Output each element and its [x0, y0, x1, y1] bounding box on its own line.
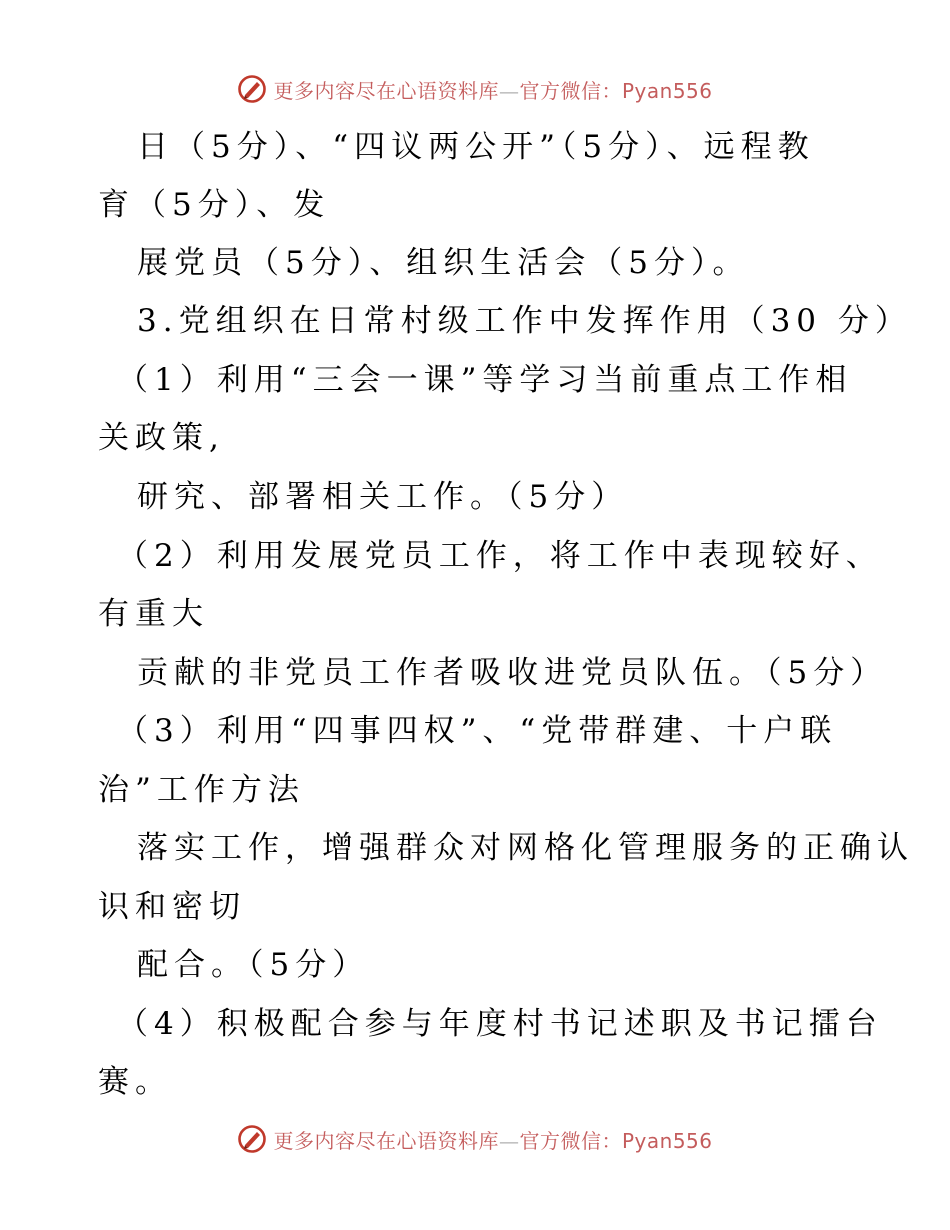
watermark-main: 更多内容尽在心语资料库: [273, 1128, 499, 1153]
text-line: 研究、部署相关工作。（5分）: [137, 479, 629, 515]
text-line: （2）利用发展党员工作，将工作中表现较好、: [117, 538, 883, 574]
watermark-text: [273, 1125, 712, 1154]
text-line: 落实工作，增强群众对网格化管理服务的正确认: [137, 830, 914, 866]
text-line: 治”工作方法: [98, 772, 305, 808]
text-line: 配合。（5分）: [137, 947, 370, 983]
watermark-official: 官方微信：: [519, 1128, 622, 1153]
text-line: （4）积极配合参与年度村书记述职及书记擂台: [117, 1006, 883, 1042]
text-line: 关政策,: [98, 420, 225, 456]
watermark-official: 官方微信：: [519, 78, 622, 103]
text-line: （1）利用“三会一课”等学习当前重点工作相: [117, 362, 853, 398]
watermark-main: 更多内容尽在心语资料库: [273, 78, 499, 103]
text-line: 有重大: [98, 596, 209, 632]
watermark-dash: —: [498, 78, 520, 103]
text-line: 育（5分）、发: [98, 187, 331, 223]
text-line: 日（5分）、“四议两公开”（5分）、远程教: [137, 129, 815, 165]
text-line: 3.党组织在日常村级工作中发挥作用（30 分）: [137, 303, 912, 339]
pen-logo-icon: [237, 1124, 267, 1154]
text-line: 识和密切: [98, 889, 246, 925]
text-line: （3）利用“四事四权”、“党带群建、十户联: [117, 713, 838, 749]
text-line: 展党员（5分）、组织生活会（5分）。: [137, 245, 750, 281]
watermark-dash: —: [498, 1128, 520, 1153]
footer-watermark: [0, 1122, 950, 1156]
watermark-account: Pyan556: [621, 1128, 713, 1153]
text-line: 赛。: [98, 1064, 172, 1100]
text-line: 贡献的非党员工作者吸收进党员队伍。（5分）: [137, 655, 888, 691]
watermark-account: Pyan556: [621, 78, 713, 103]
